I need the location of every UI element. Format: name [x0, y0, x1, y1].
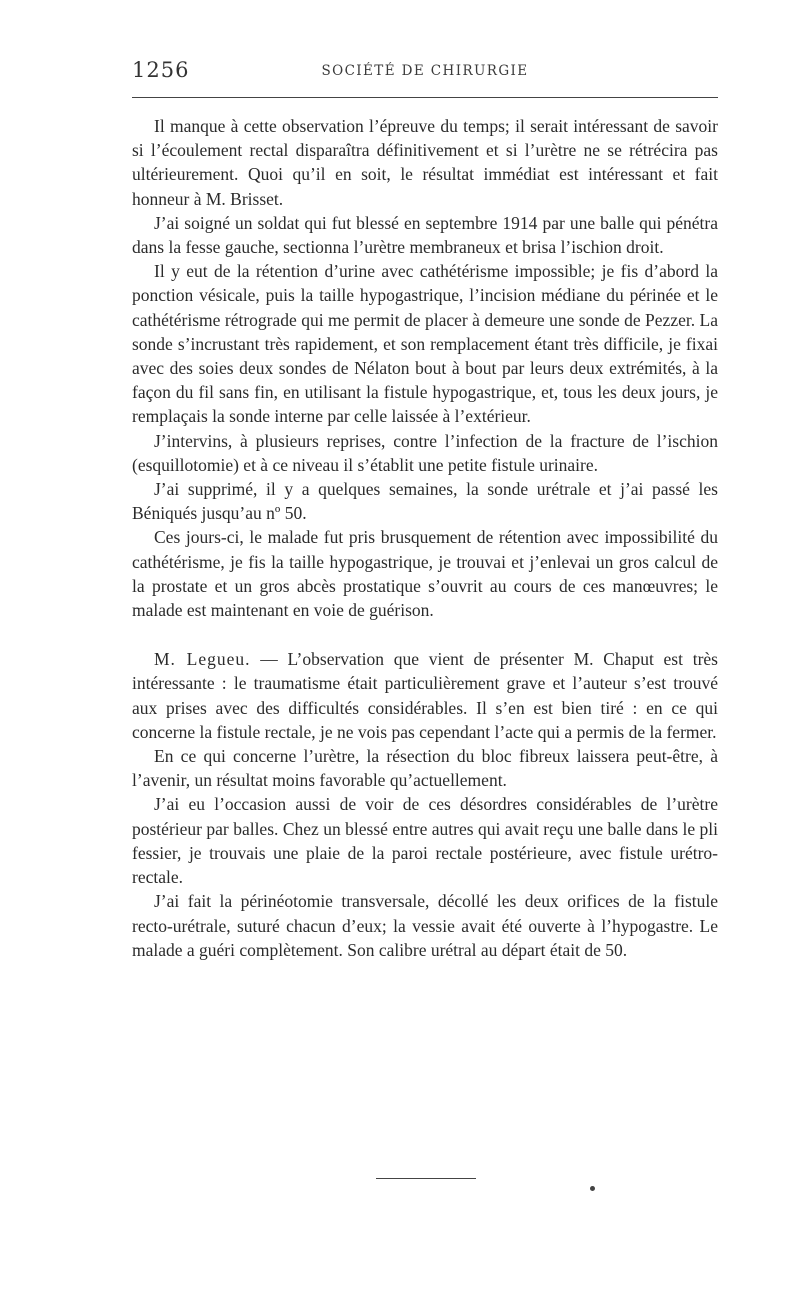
speaker-name: M. Legueu. — [154, 649, 251, 670]
paragraph: Il manque à cette observation l’épreuve du temps; il serait intéressant de savoir si l’écoulement rectal disparaîtra définitivement et si l’urètre ne se rétrécira pas ultérieurement. Quoi qu’il en soit, le résultat immédiat est intéressant et fait honneur à M. Brisset. — [132, 116, 718, 209]
paragraph: Ces jours-ci, le malade fut pris brusquement de rétention avec impossibilité du cathétérisme, je fis la taille hypogastrique, je trouvai et j’enlevai un gros calcul de la prostate et un gros abcès prostatique s’ouvrit au cours de ces manœuvres; le malade est maintenant en voie de guérison. — [132, 527, 718, 621]
page-header — [132, 58, 718, 88]
paragraph: J’ai fait la périnéotomie transversale, décollé les deux orifices de la fistule recto-urétrale, suturé chacun d’eux; la vessie avait été ouverte à l’hypogastre. Le malade a guéri complètement. Son calibre urétral au départ était de 50. — [132, 891, 718, 960]
paragraph: J’ai eu l’occasion aussi de voir de ces désordres considérables de l’urètre postérieur par balles. Chez un blessé entre autres qui avait reçu une balle dans le pli fessier, je trouvais une plaie de la paroi rectale postérieure, avec fistule urétro-rectale. — [132, 794, 718, 888]
paragraph: En ce qui concerne l’urètre, la résection du bloc fibreux laissera peut-être, à l’avenir, un résultat moins favorable qu’actuellement. — [132, 746, 718, 791]
ink-dot — [590, 1186, 595, 1191]
paragraph: J’intervins, à plusieurs reprises, contre l’infection de la fracture de l’ischion (esquillotomie) et à ce niveau il s’établit une petite fistule urinaire. — [132, 430, 718, 475]
header-rule — [132, 97, 718, 98]
paragraph: J’ai soigné un soldat qui fut blessé en septembre 1914 par une balle qui pénétra dans la fesse gauche, sectionna l’urètre membraneux et brisa l’ischion droit. — [132, 212, 718, 258]
speaker-paragraph — [132, 647, 718, 744]
end-rule — [376, 1178, 476, 1179]
body-text — [132, 114, 718, 962]
speaker-text: — L’observation que vient de présenter M. Chaput est très intéressante : le traumatisme était particulièrement grave et l’auteur s’est trouvé aux prises avec des difficultés considérables. Il s’en est bien tiré : en ce qui concerne la fistule rectale, je ne vois pas cependant l’acte qui a permis de la fermer. — [132, 649, 718, 742]
paragraph: J’ai supprimé, il y a quelques semaines, la sonde urétrale et j’ai passé les Béniqués jusqu’au nº 50. — [132, 479, 718, 524]
page-number: 1256 — [132, 58, 190, 82]
paragraph: Il y eut de la rétention d’urine avec cathétérisme impossible; je fis d’abord la ponction vésicale, puis la taille hypogastrique, l’incision médiane du périnée et le cathétérisme rétrograde qui me permit de placer à demeure une sonde de Pezzer. La sonde s’incrustant très rapidement, et son remplacement étant très difficile, je fixai avec des soies deux sondes de Nélaton bout à bout par leurs deux extrémités, à la façon du fil sans fin, en utilisant la fistule hypogastrique, et, tous les deux jours, je remplaçais la sonde interne par celle laissée à l’extérieur. — [132, 261, 718, 427]
running-head: SOCIÉTÉ DE CHIRURGIE — [321, 63, 529, 79]
